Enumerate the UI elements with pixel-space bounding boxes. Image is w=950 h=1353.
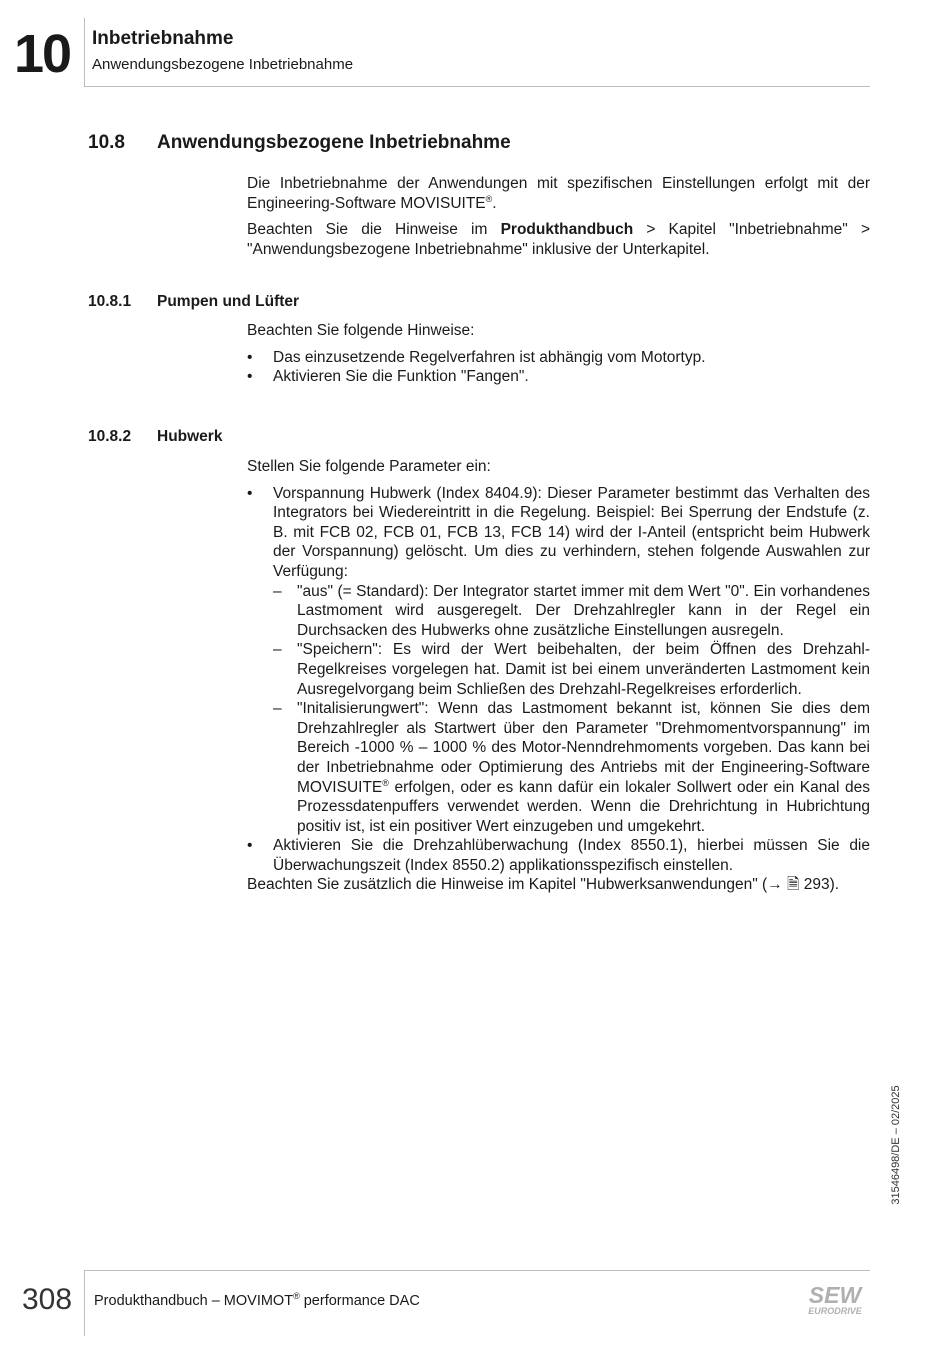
section-paragraph-2: Beachten Sie die Hinweise im Produkthandbuch > Kapitel "Inbetriebnahme" > "Anwendungsbezogene Inbetriebnahme" inklusive der Unterkapitel. — [247, 221, 870, 258]
document-id: 31546498/DE – 02/2025 — [890, 1084, 902, 1205]
subsection-1-number: 10.8.1 — [88, 293, 132, 310]
subsection-2-closing: Beachten Sie zusätzlich die Hinweise im Kapitel "Hubwerksanwendungen" (→ 🗎 293). — [247, 876, 840, 894]
list-item: • Vorspannung Hubwerk (Index 8404.9): Dieser Parameter bestimmt das Verhalten des Integrators bei Wiedereintritt in die Regelung. Beispiel: Bei Sperrung der Endstufe (z. B. mit FCB 02, FCB 01, FCB 13, FCB 14) wird der I-Anteil (entspricht beim Hubwerk der Vorspannung) gelöscht. Um dies zu verhindern, stehen folgende Auswahlen zur Verfügung: — [247, 484, 870, 582]
page-number: 308 — [22, 1283, 73, 1316]
footer-text: Produkthandbuch – MOVIMOT® performance DAC — [94, 1291, 420, 1309]
header-vertical-rule — [84, 18, 85, 86]
list-item: • Aktivieren Sie die Drehzahlüberwachung (Index 8550.1), hierbei müssen Sie die Überwachungszeit (Index 8550.2) applikationsspezifisch einstellen. — [247, 836, 870, 875]
header-title: Inbetriebnahme — [92, 28, 234, 49]
sub-list-item: – "aus" (= Standard): Der Integrator startet immer mit dem Wert "0". Ein vorhandenes Lastmoment wird ausgeregelt. Der Drehzahlregler kann in der Regel ein Durchsacken des Hubwerks ohne zusätzliche Einstellungen ausregeln. — [247, 582, 870, 641]
subsection-2-number: 10.8.2 — [88, 428, 132, 445]
header-subtitle: Anwendungsbezogene Inbetriebnahme — [92, 56, 354, 73]
header-horizontal-rule — [84, 86, 870, 87]
list-item: • Aktivieren Sie die Funktion "Fangen". — [247, 367, 870, 387]
section-title: Anwendungsbezogene Inbetriebnahme — [157, 132, 511, 153]
subsection-2-title: Hubwerk — [157, 428, 223, 445]
subsection-1-title: Pumpen und Lüfter — [157, 293, 300, 310]
subsection-1-body — [247, 321, 870, 387]
chapter-number: 10 — [14, 24, 71, 84]
logo-subtitle: EURODRIVE — [808, 1306, 862, 1316]
sub-list-item: – "Initalisierungwert": Wenn das Lastmoment bekannt ist, können Sie dies dem Drehzahlregler als Startwert über den Parameter "Drehmomentvorspannung" im Bereich -1000 % – 1000 % des Motor-Nenndrehmoments vorgeben. Das kann bei der Inbetriebnahme oder Optimierung des Antriebs mit der Engineering-Software MOVISUITE® erfolgen, oder es kann dafür ein lokaler Sollwert oder ein Kanal des Prozessdatenpuffers verwendet werden. Wenn die Drehrichtung in Hubrichtung positiv ist, ist ein positiver Wert einzugeben und umgekehrt. — [247, 699, 870, 836]
sew-eurodrive-logo — [800, 1282, 870, 1316]
footer-vertical-rule — [84, 1270, 85, 1336]
list-item: • Das einzusetzende Regelverfahren ist abhängig vom Motortyp. — [247, 348, 870, 368]
sub-list-item: – "Speichern": Es wird der Wert beibehalten, der beim Öffnen des Drehzahl-Regelkreises vorgelegen hat. Damit ist bei einem unveränderten Lastmoment kein Ausregelvorgang beim Schließen des Drehzahl-Regelkreises erforderlich. — [247, 640, 870, 699]
section-number: 10.8 — [88, 132, 125, 153]
manual-reference: Produkthandbuch — [500, 221, 634, 239]
subsection-2-body — [247, 457, 870, 902]
section-paragraph-1: Die Inbetriebnahme der Anwendungen mit spezifischen Einstellungen erfolgt mit der Engineering-Software MOVISUITE®. — [247, 175, 870, 212]
section-body — [247, 174, 870, 266]
footer-horizontal-rule — [84, 1270, 870, 1271]
subsection-1-intro: Beachten Sie folgende Hinweise: — [247, 322, 475, 339]
logo-wordmark: SEW — [808, 1282, 862, 1308]
subsection-2-intro: Stellen Sie folgende Parameter ein: — [247, 458, 491, 475]
